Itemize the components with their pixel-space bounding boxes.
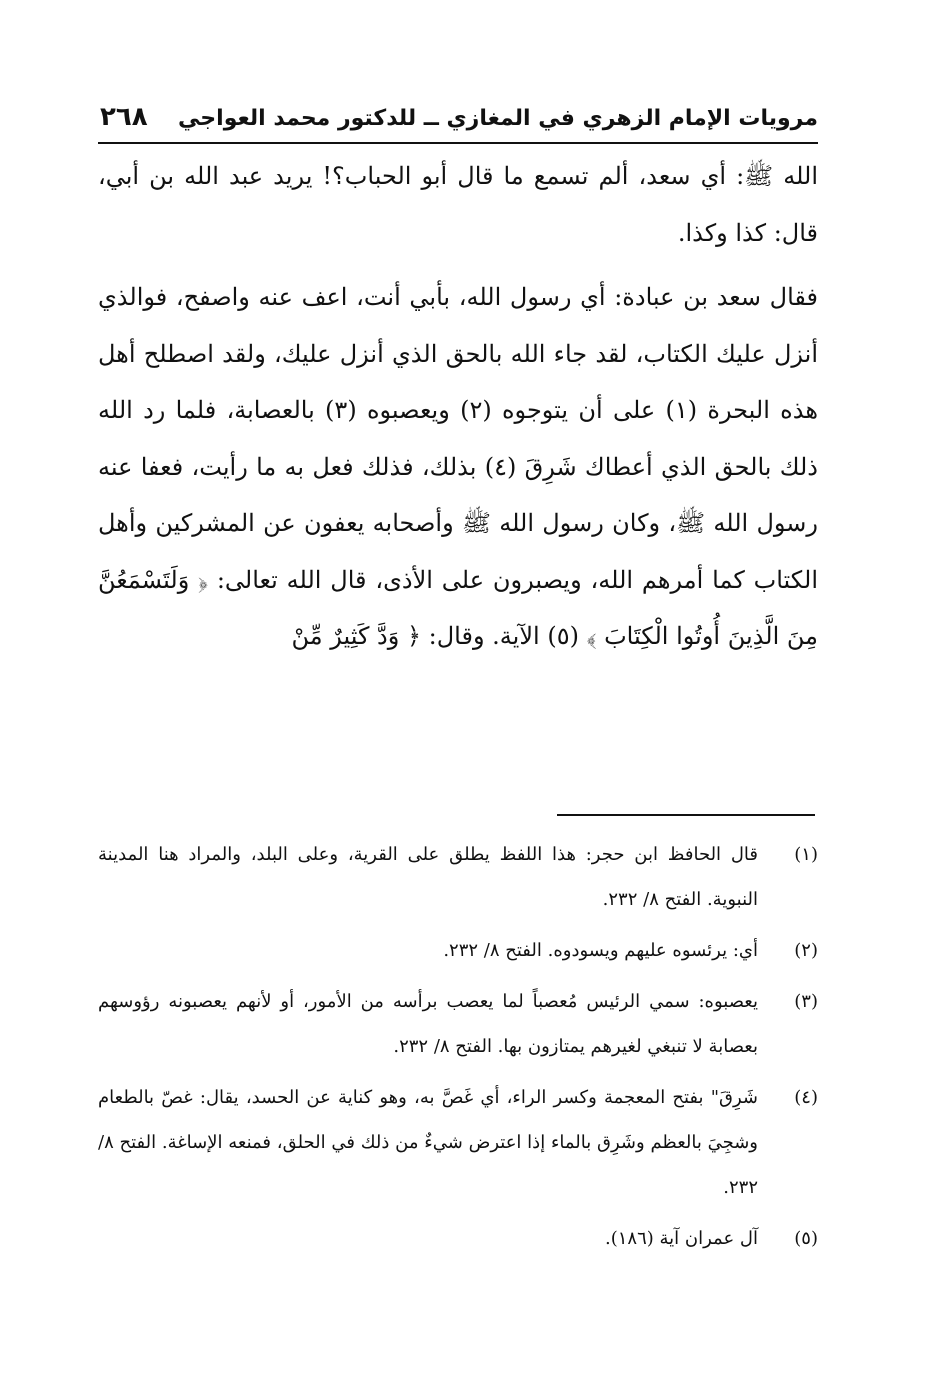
running-header bbox=[98, 98, 818, 138]
footnote-text: آل عمران آية (١٨٦). bbox=[605, 1228, 758, 1249]
header-divider bbox=[98, 142, 818, 144]
footnote-text: يعصبوه: سمي الرئيس مُعصباً لما يعصب برأسه من الأمور، أو لأنهم يعصبونه رؤوسهم بعصابة لا تنبغي لغيرهم يمتازون بها. الفتح ٨/ ٢٣٢. bbox=[98, 991, 758, 1057]
footnote-text: شَرِقَ" بفتح المعجمة وكسر الراء، أي غَصَّ به، وهو كناية عن الحسد، يقال: غصّ بالطعام وشجِيَ بالعظم وشَرِق بالماء إذا اعترض شيءٌ من ذلك في الحلق، فمنعه الإساغة. الفتح ٨/ ٢٣٢. bbox=[98, 1087, 758, 1198]
book-title: مرويات الإمام الزهري في المغازي ــ للدكتور محمد العواجي bbox=[178, 106, 818, 131]
main-text bbox=[98, 148, 818, 665]
footnotes bbox=[98, 832, 818, 1267]
footnote bbox=[98, 1216, 818, 1261]
footnote bbox=[98, 928, 818, 973]
footnote-number: (٢) bbox=[794, 940, 818, 961]
paragraph: فقال سعد بن عبادة: أي رسول الله، بأبي أنت، اعف عنه واصفح، فوالذي أنزل عليك الكتاب، لقد جاء الله بالحق الذي أنزل عليك، ولقد اصطلح أهل هذه البحرة (١) على أن يتوجوه (٢) ويعصبوه (٣) بالعصابة، فلما رد الله ذلك بالحق الذي أعطاك شَرِقَ (٤) بذلك، فذلك فعل به ما رأيت، فعفا عنه رسول الله ﷺ، وكان رسول الله ﷺ وأصحابه يعفون عن المشركين وأهل الكتاب كما أمرهم الله، ويصبرون على الأذى، قال الله تعالى: ﴿ وَلَتَسْمَعُنَّ مِنَ الَّذِينَ أُوتُوا الْكِتَابَ ﴾ (٥) الآية. وقال: ﴿ وَدَّ كَثِيرٌ مِّنْ bbox=[98, 283, 818, 650]
paragraph: الله ﷺ: أي سعد، ألم تسمع ما قال أبو الحباب؟! يريد عبد الله بن أبي، قال: كذا وكذا. bbox=[98, 162, 818, 247]
page-number: ٢٦٨ bbox=[100, 102, 148, 132]
footnote-number: (٣) bbox=[794, 991, 818, 1012]
footnote-text: قال الحافظ ابن حجر: هذا اللفظ يطلق على القرية، وعلى البلد، والمراد هنا المدينة النبوية. الفتح ٨/ ٢٣٢. bbox=[98, 844, 758, 910]
paragraph-gap bbox=[98, 261, 818, 269]
footnote-number: (١) bbox=[794, 844, 818, 865]
footnote bbox=[98, 1075, 818, 1210]
footnote-text: أي: يرئسوه عليهم ويسودوه. الفتح ٨/ ٢٣٢. bbox=[443, 940, 758, 961]
footnote-number: (٤) bbox=[794, 1087, 818, 1108]
footnote-divider bbox=[557, 814, 815, 816]
footnote-number: (٥) bbox=[794, 1228, 818, 1249]
footnote bbox=[98, 832, 818, 922]
footnote bbox=[98, 979, 818, 1069]
